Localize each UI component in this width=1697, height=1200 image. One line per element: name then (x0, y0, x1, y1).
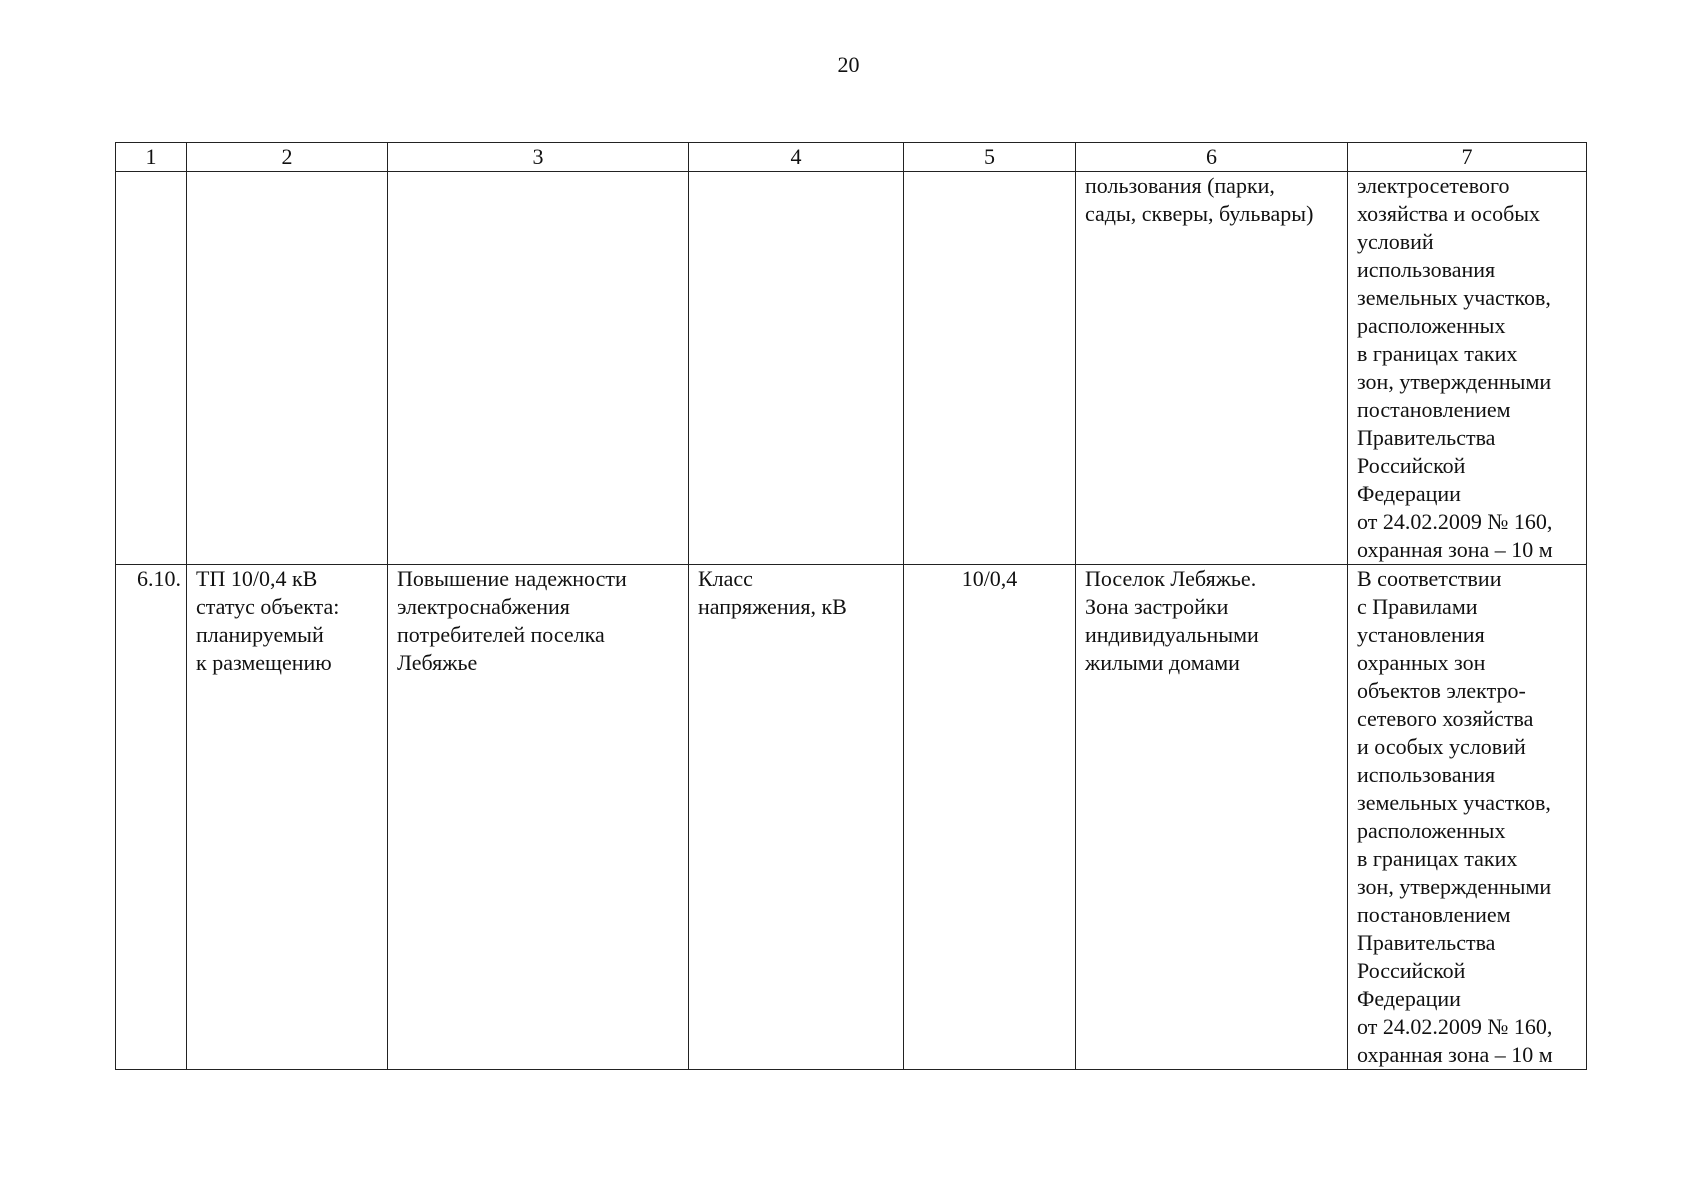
table-cell: 6.10. (116, 565, 187, 1070)
column-header: 6 (1076, 143, 1348, 172)
table-cell: электросетевого хозяйства и особых условий использования земельных участков, расположенных в границах таких зон, утвержденными постановлением Правительства Российской Федерации от 24.02.2009 № 160, охранная зона – 10 м (1348, 172, 1587, 565)
table-row (116, 565, 1587, 1070)
table-cell: Повышение надежности электроснабжения потребителей поселка Лебяжье (388, 565, 689, 1070)
column-header: 4 (689, 143, 904, 172)
column-header: 7 (1348, 143, 1587, 172)
table-cell: пользования (парки, сады, скверы, бульвары) (1076, 172, 1348, 565)
data-table (115, 142, 1587, 1070)
column-header: 5 (904, 143, 1076, 172)
table-cell (689, 172, 904, 565)
table-cell (187, 172, 388, 565)
table-cell: Класс напряжения, кВ (689, 565, 904, 1070)
table-cell (116, 172, 187, 565)
table-cell (904, 172, 1076, 565)
table-row (116, 172, 1587, 565)
table-cell: 10/0,4 (904, 565, 1076, 1070)
column-header: 1 (116, 143, 187, 172)
table-cell: В соответствии с Правилами установления охранных зон объектов электро- сетевого хозяйства и особых условий использования земельных участков, расположенных в границах таких зон, утвержденными постановлением Правительства Российской Федерации от 24.02.2009 № 160, охранная зона – 10 м (1348, 565, 1587, 1070)
column-header: 3 (388, 143, 689, 172)
table-header-row (116, 143, 1587, 172)
column-header: 2 (187, 143, 388, 172)
table-cell: ТП 10/0,4 кВ статус объекта: планируемый к размещению (187, 565, 388, 1070)
table-cell: Поселок Лебяжье. Зона застройки индивидуальными жилыми домами (1076, 565, 1348, 1070)
page-number: 20 (837, 52, 860, 77)
table-cell (388, 172, 689, 565)
